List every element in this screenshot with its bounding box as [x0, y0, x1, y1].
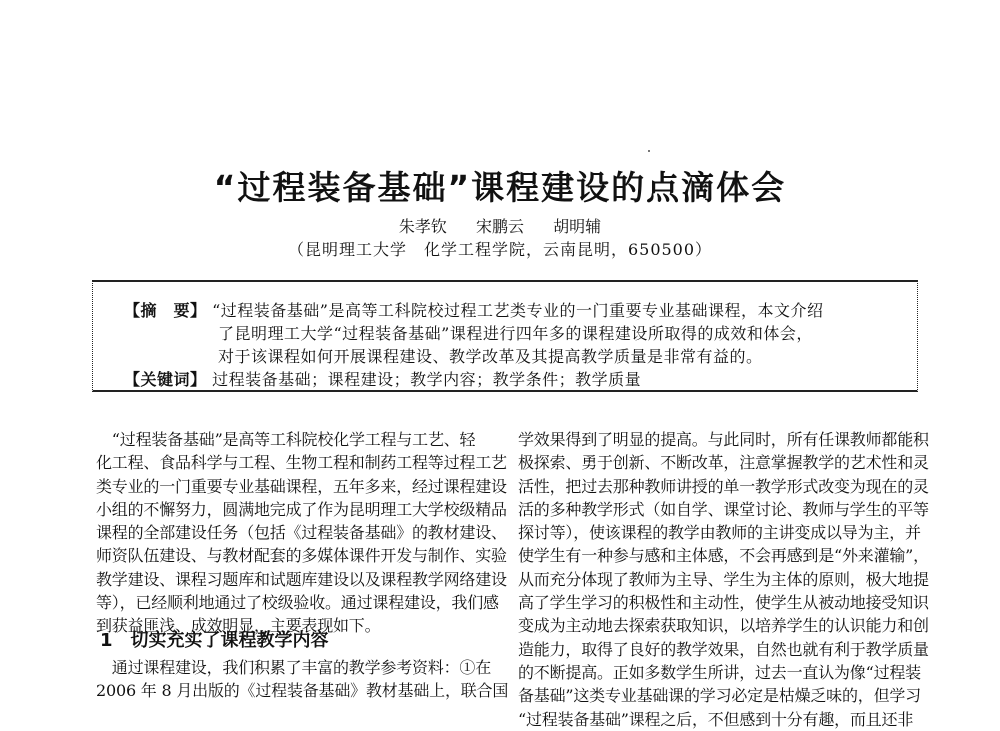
author-list — [0, 214, 1000, 237]
affiliation: （昆明理工大学 化学工程学院，云南昆明，650500） — [287, 240, 713, 259]
body-line: “过程装备基础”课程之后，不但感到十分有趣，而且还非 — [518, 709, 914, 729]
paper-title: “过程装备基础”课程建设的点滴体会 — [213, 168, 787, 207]
body-line: 从而充分体现了教师为主导、学生为主体的原则，极大地提 — [518, 569, 929, 589]
body-line: 通过课程建设，我们积累了丰富的教学参考资料：①在 — [96, 658, 492, 677]
section-heading: 1 切实充实了课程教学内容 — [100, 630, 329, 651]
body-line: 高了学生学习的积极性和主动性，使学生从被动地接受知识 — [518, 593, 929, 613]
body-line: 教学建设、课程习题库和试题库建设以及课程教学网络建设 — [96, 569, 507, 589]
keywords-line — [124, 367, 641, 390]
keywords-tag: 【关键词】 — [124, 370, 207, 389]
body-line: 师资队伍建设、与教材配套的多媒体课件开发与制作、实验 — [96, 546, 507, 566]
right-column — [518, 428, 929, 731]
body-line: 课程的全部建设任务（包括《过程装备基础》的教材建设、 — [96, 523, 507, 543]
body-line: 备基础”这类专业基础课的学习必定是枯燥乏味的，但学习 — [518, 686, 921, 706]
left-column-section — [96, 656, 509, 703]
body-line: 到获益匪浅、成效明显，主要表现如下。 — [96, 616, 381, 636]
body-line: 造能力，取得了良好的教学效果，自然也就有利于教学质量 — [518, 639, 929, 659]
body-line: 化工程、食品科学与工程、生物工程和制药工程等过程工艺 — [96, 453, 507, 473]
body-line: 等），已经顺利地通过了校级验收。通过课程建设，我们感 — [96, 593, 499, 613]
abstract-line-3: 对于该课程如何开展课程建设、教学改革及其提高教学质量是非常有益的。 — [218, 347, 763, 366]
body-line: 的不断提高。正如多数学生所讲，过去一直认为像“过程装 — [518, 662, 921, 682]
abstract-tag: 【摘 要】 — [124, 301, 207, 320]
body-line: 活性，把过去那种教师讲授的单一教学形式改变为现在的灵 — [518, 476, 929, 496]
author-name: 宋鹏云 — [475, 217, 524, 236]
abstract-line-1 — [124, 298, 823, 321]
body-line: 小组的不懈努力，圆满地完成了作为昆明理工大学校级精品 — [96, 499, 507, 519]
body-line: 使学生有一种参与感和主体感，不会再感到是“外来灌输”， — [518, 546, 929, 566]
body-line: “过程装备基础”是高等工科院校化学工程与工艺、轻 — [96, 430, 476, 449]
abstract-line-2: 了昆明理工大学“过程装备基础”课程进行四年多的课程建设所取得的成效和体会， — [218, 324, 813, 343]
body-line: 2006 年 8 月出版的《过程装备基础》教材基础上，联合国 — [96, 681, 509, 701]
body-line: 学效果得到了明显的提高。与此同时，所有任课教师都能积 — [518, 430, 929, 449]
body-line: 极探索、勇于创新、不断改革，注意掌握教学的艺术性和灵 — [518, 453, 929, 473]
body-line: 变成为主动地去探索获取知识，以培养学生的认识能力和创 — [518, 616, 929, 636]
abstract-text: “过程装备基础”是高等工科院校过程工艺类专业的一门重要专业基础课程，本文介绍 — [212, 301, 824, 320]
speck-mark — [648, 150, 650, 152]
body-line: 活的多种教学形式（如自学、课堂讨论、教师与学生的平等 — [518, 499, 929, 519]
author-name: 胡明辅 — [553, 217, 602, 236]
keywords-text: 过程装备基础；课程建设；教学内容；教学条件；教学质量 — [212, 370, 642, 389]
author-name: 朱孝钦 — [398, 217, 447, 236]
left-column-intro — [96, 428, 507, 638]
body-line: 探讨等），使该课程的教学由教师的主讲变成以导为主，并 — [518, 523, 921, 543]
body-line: 类专业的一门重要专业基础课程，五年多来，经过课程建设 — [96, 476, 507, 496]
